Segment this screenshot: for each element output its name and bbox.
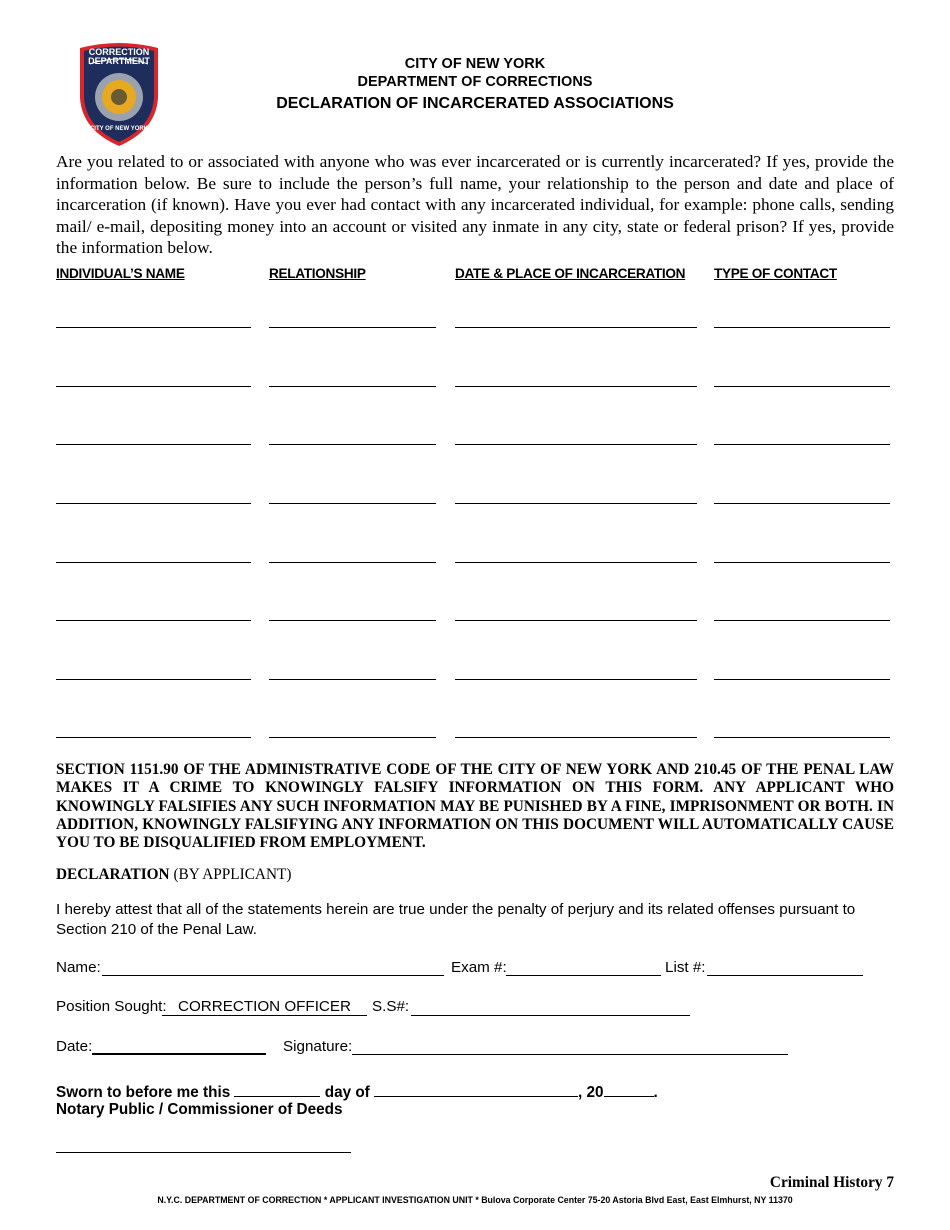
signature-field[interactable] [352, 1054, 788, 1055]
legal-warning: SECTION 1151.90 OF THE ADMINISTRATIVE CODE OF THE CITY OF NEW YORK AND 210.45 OF THE PENAL LAW MAKES IT A CRIME TO KNOWINGLY FALSIFY INFORMATION ON THIS FORM. ANY APPLICANT WHO KNOWINGLY FALSIFIES ANY SUCH INFORMATION MAY BE PUNISHED BY A FINE, IMPRISONMENT OR BOTH. IN ADDITION, KNOWINGLY FALSIFYING ANY INFORMATION ON THIS DOCUMENT WILL AUTOMATICALLY CAUSE YOU TO BE DISQUALIFIED FROM EMPLOYMENT. [56, 761, 894, 852]
intro-paragraph: Are you related to or associated with anyone who was ever incarcerated or is currently incarcerated? If yes, provide the information below. Be sure to include the person’s full name, your relationship to the person and date and place of incarceration (if known). Have you ever had contact with any incarcerated individual, for example: phone calls, sending mail/ e-mail, depositing money into an account or visited any inmate in any city, state or federal prison? If yes, provide the information below. [56, 152, 894, 258]
relationship-entry-line[interactable] [269, 327, 436, 328]
column-header-relationship: RELATIONSHIP [269, 266, 366, 281]
name-entry-line[interactable] [56, 679, 251, 680]
name-entry-line[interactable] [56, 327, 251, 328]
name-entry-line[interactable] [56, 620, 251, 621]
name-entry-line[interactable] [56, 386, 251, 387]
sworn-day-field[interactable] [234, 1082, 320, 1097]
name-entry-line[interactable] [56, 503, 251, 504]
relationship-entry-line[interactable] [269, 444, 436, 445]
notary-signature-field[interactable] [56, 1152, 351, 1153]
incarceration-entry-line[interactable] [455, 620, 697, 621]
relationship-entry-line[interactable] [269, 679, 436, 680]
position-label: Position Sought: [56, 998, 167, 1015]
name-entry-line[interactable] [56, 562, 251, 563]
contact-entry-line[interactable] [714, 386, 890, 387]
incarceration-entry-line[interactable] [455, 327, 697, 328]
position-field[interactable] [162, 998, 367, 1016]
sworn-period: . [653, 1084, 658, 1101]
signature-label: Signature: [283, 1038, 353, 1055]
exam-label: Exam #: [451, 959, 507, 976]
sworn-prefix: Sworn to before me this [56, 1084, 231, 1101]
logo-text-arc: CITY OF NEW YORK [89, 126, 149, 132]
contact-entry-line[interactable] [714, 679, 890, 680]
relationship-entry-line[interactable] [269, 386, 436, 387]
contact-entry-line[interactable] [714, 562, 890, 563]
name-label: Name: [56, 959, 101, 976]
name-entry-line[interactable] [56, 737, 251, 738]
sworn-year-field[interactable] [604, 1082, 654, 1097]
list-label: List #: [665, 959, 706, 976]
contact-entry-line[interactable] [714, 444, 890, 445]
sworn-line [56, 1082, 658, 1102]
header-city: CITY OF NEW YORK [404, 56, 546, 72]
declaration-heading: DECLARATION [56, 866, 170, 883]
date-field[interactable] [92, 1053, 266, 1055]
contact-entry-line[interactable] [714, 327, 890, 328]
sworn-year-prefix: , 20 [578, 1084, 604, 1101]
name-field[interactable] [102, 975, 444, 976]
header-department: DEPARTMENT OF CORRECTIONS [357, 74, 593, 90]
position-value: CORRECTION OFFICER [178, 998, 351, 1015]
column-header-contact: TYPE OF CONTACT [714, 266, 837, 281]
contact-entry-line[interactable] [714, 737, 890, 738]
sworn-day-of: day of [324, 1084, 370, 1101]
logo-text-top: CORRECTION DEPARTMENT [88, 47, 150, 66]
ss-field[interactable] [411, 1015, 690, 1016]
exam-field[interactable] [506, 975, 661, 976]
relationship-entry-line[interactable] [269, 562, 436, 563]
declaration-heading-line [56, 866, 291, 884]
relationship-entry-line[interactable] [269, 620, 436, 621]
ss-label: S.S#: [372, 998, 410, 1015]
page-title: DECLARATION OF INCARCERATED ASSOCIATIONS [276, 95, 674, 112]
incarceration-entry-line[interactable] [455, 737, 697, 738]
column-header-incarceration: DATE & PLACE OF INCARCERATION [455, 266, 686, 281]
contact-entry-line[interactable] [714, 503, 890, 504]
page-label: Criminal History 7 [769, 1174, 894, 1191]
date-label: Date: [56, 1038, 93, 1055]
column-header-name: INDIVIDUAL’S NAME [56, 266, 185, 281]
attest-text: I hereby attest that all of the statements herein are true under the penalty of perjury and its related offenses pursuant to Section 210 of the Penal Law. [56, 901, 856, 938]
name-entry-line[interactable] [56, 444, 251, 445]
incarceration-entry-line[interactable] [455, 503, 697, 504]
relationship-entry-line[interactable] [269, 737, 436, 738]
list-field[interactable] [707, 975, 863, 976]
sworn-month-field[interactable] [374, 1082, 578, 1097]
contact-entry-line[interactable] [714, 620, 890, 621]
notary-title: Notary Public / Commissioner of Deeds [56, 1101, 343, 1118]
incarceration-entry-line[interactable] [455, 562, 697, 563]
footer-address: N.Y.C. DEPARTMENT OF CORRECTION * APPLICANT INVESTIGATION UNIT * Bulova Corporate Center 75-20 Astoria Blvd East, East Elmhurst, NY 11370 [157, 1195, 793, 1205]
incarceration-entry-line[interactable] [455, 444, 697, 445]
relationship-entry-line[interactable] [269, 503, 436, 504]
incarceration-entry-line[interactable] [455, 679, 697, 680]
declaration-subheading: (BY APPLICANT) [173, 866, 292, 883]
incarceration-entry-line[interactable] [455, 386, 697, 387]
